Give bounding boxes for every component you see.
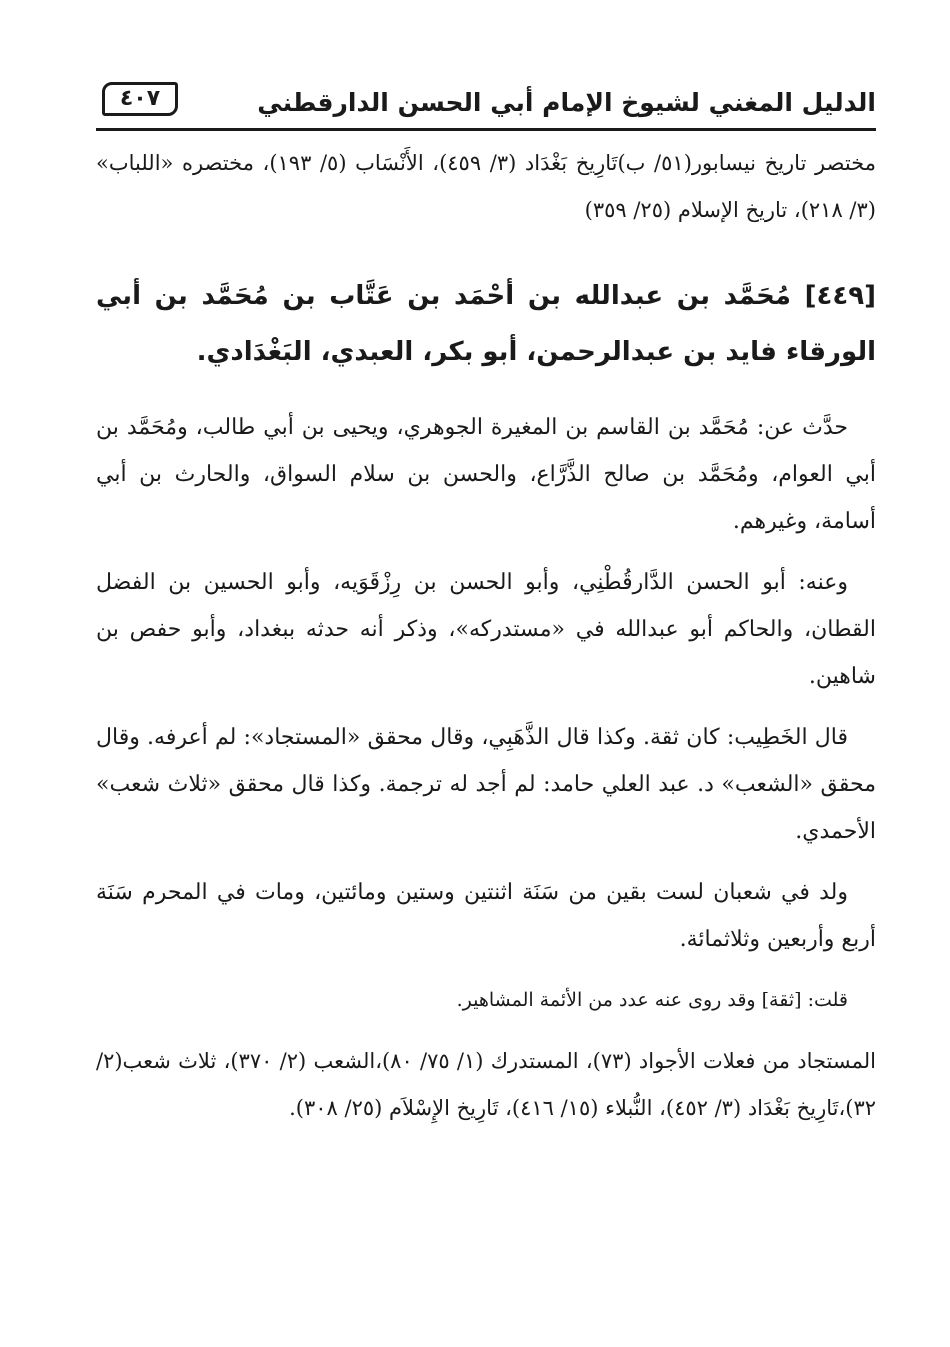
paragraph-grading: قال الخَطِيب: كان ثقة. وكذا قال الذَّهَبِي، وقال محقق «المستجاد»: لم أعرفه. وقال محقق «الشعب» د. عبد العلي حامد: لم أجد له ترجمة. وكذا قال محقق «ثلاث شعب» الأحمدي. — [96, 725, 876, 844]
paragraph-dates: ولد في شعبان لست بقين من سَنَة اثنتين وستين ومائتين، ومات في المحرم سَنَة أربع وأربعين وثلاثمائة. — [96, 880, 876, 952]
entry-name: مُحَمَّد بن عبدالله بن أحْمَد بن عَتَّاب بن مُحَمَّد بن أبي الورقاء فايد بن عبدالرحمن، أبو بكر، العبدي، البَغْدَادي. — [96, 281, 876, 367]
page-content — [96, 140, 876, 1132]
references-previous-entry: مختصر تاريخ نيسابور(٥١/ ب)تَارِيخ بَغْدَاد (٣/ ٤٥٩)، الأَنْسَاب (٥/ ١٩٣)، مختصره «اللباب» (٣/ ٢١٨)، تاريخ الإسلام (٢٥/ ٣٥٩) — [96, 151, 876, 222]
entry-number: [٤٤٩] — [804, 281, 876, 311]
paragraph-verdict: قلت: [ثقة] وقد روى عنه عدد من الأئمة المشاهير. — [456, 989, 848, 1011]
paragraph-students: وعنه: أبو الحسن الدَّارقُطْنِي، وأبو الحسن بن رِزْقَوَيه، وأبو الحسين بن الفضل القطان، والحاكم أبو عبدالله في «مستدركه»، وذكر أنه حدثه ببغداد، وأبو حفص بن شاهين. — [96, 570, 876, 689]
page-header — [96, 78, 876, 128]
page-number: ٤٠٧ — [102, 82, 178, 116]
paragraph-teachers: حدَّث عن: مُحَمَّد بن القاسم بن المغيرة الجوهري، ويحيى بن أبي طالب، ومُحَمَّد بن أبي العوام، ومُحَمَّد بن صالح الذَّرَّاع، والحسن بن سلام السواق، والحارث بن أبي أسامة، وغيرهم. — [96, 415, 876, 534]
book-title: الدليل المغني لشيوخ الإمام أبي الحسن الدارقطني — [257, 88, 876, 117]
header-divider — [96, 128, 876, 131]
references-entry: المستجاد من فعلات الأجواد (٧٣)، المستدرك (١/ ٧٥/ ٨٠)،الشعب (٢/ ٣٧٠)، ثلاث شعب(٢/ ٣٢)،تَارِيخ بَغْدَاد (٣/ ٤٥٢)، النُّبلاء (١٥/ ٤١٦)، تَارِيخ الإِسْلاَم (٢٥/ ٣٠٨). — [96, 1049, 876, 1120]
entry-heading — [96, 268, 876, 380]
